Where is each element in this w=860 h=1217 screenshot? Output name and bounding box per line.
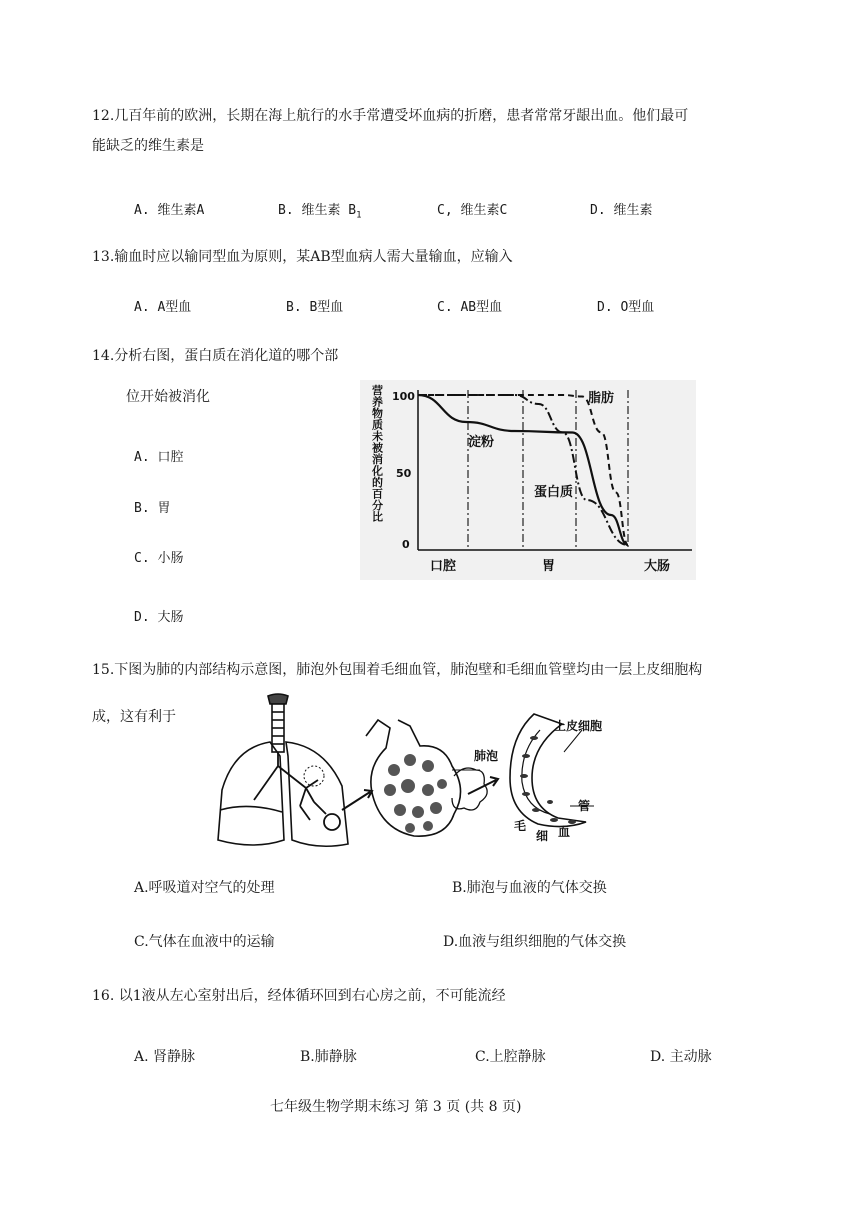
lung-structure-figure [214,690,634,858]
q16-option-a: A. 肾静脉 [134,1049,196,1065]
series-label-starch: 淀粉 [468,435,495,450]
y-tick-label: 100 [392,390,415,403]
epithelial-label: 上皮细胞 [554,719,603,733]
left-lung-lobe [220,806,282,812]
y-axis-label [371,383,384,524]
left-lung [218,742,284,845]
q16-option-d: D. 主动脉 [650,1049,712,1065]
q15-option-d: D.血液与组织细胞的气体交换 [443,934,627,950]
q12-option-c: C, 维生素C [437,203,508,218]
q15-stem-line1: 15.下图为肺的内部结构示意图，肺泡外包围着毛细血管，肺泡壁和毛细血管壁均由一层上皮细胞构 [92,662,703,678]
q14-stem-line2: 位开始被消化 [126,389,210,405]
q14-stem-line1: 14.分析右图，蛋白质在消化道的哪个部 [92,348,339,364]
q16-option-c: C.上腔静脉 [475,1049,546,1065]
q15-option-c: C.气体在血液中的运输 [134,934,275,950]
q14-option-a: A. 口腔 [134,450,184,465]
svg-text:营养物质未被消化的百分比: 营养物质未被消化的百分比 [372,384,383,524]
q14-option-b: B. 胃 [134,501,171,516]
x-category-label: 大肠 [644,559,671,574]
series-label-protein: 蛋白质 [534,485,574,500]
x-category-label: 胃 [542,559,556,574]
capillary-label-char: 血 [558,825,571,839]
q13-option-c: C. AB型血 [437,300,503,315]
q15-option-a: A.呼吸道对空气的处理 [134,880,275,896]
q12-option-a: A. 维生素A [134,203,205,218]
q12-option-d: D. 维生素 [590,203,653,218]
q13-option-d: D. O型血 [597,300,655,315]
epithelial-leader [564,730,582,752]
arrow [468,777,498,794]
series-label-fat: 脂肪 [588,391,615,406]
q12-stem-line2: 能缺乏的维生素是 [92,138,204,154]
magnified-circle [324,814,340,830]
q16-stem: 16. 以1液从左心室射出后，经体循环回到右心房之前，不可能流经 [92,988,506,1004]
capillary-label-char: 细 [536,829,549,843]
capillary-label-char: 管 [578,799,591,813]
y-tick-label: 50 [396,467,412,480]
capillary-label-char: 毛 [514,819,527,833]
y-tick-label: 0 [402,538,410,551]
right-lung [286,742,348,846]
capillary-inner-wall [522,730,550,814]
alveolus-label: 肺泡 [474,749,499,763]
epithelial-cells [520,736,576,824]
alveoli-dots [384,754,447,833]
alveoli-cluster [366,720,461,836]
q16-option-b: B.肺静脉 [300,1049,357,1065]
q15-option-b: B.肺泡与血液的气体交换 [452,880,607,896]
digestion-chart [360,380,696,580]
q13-option-b: B. B型血 [286,300,344,315]
q15-stem-line2: 成，这有利于 [92,709,176,725]
q14-option-d: D. 大肠 [134,610,184,625]
x-category-label: 口腔 [430,559,457,574]
page-footer: 七年级生物学期末练习 第 3 页 (共 8 页) [270,1099,522,1115]
q14-option-c: C. 小肠 [134,551,184,566]
q12-stem-line1: 12.几百年前的欧洲，长期在海上航行的水手常遭受坏血病的折磨，患者常常牙龈出血。他们最可 [92,108,689,124]
q13-stem: 13.输血时应以输同型血为原则，某AB型血病人需大量输血，应输入 [92,249,513,265]
arrow [342,790,372,810]
q13-option-a: A. A型血 [134,300,192,315]
q12-option-b: B. 维生素 $B_1$ [278,203,362,221]
